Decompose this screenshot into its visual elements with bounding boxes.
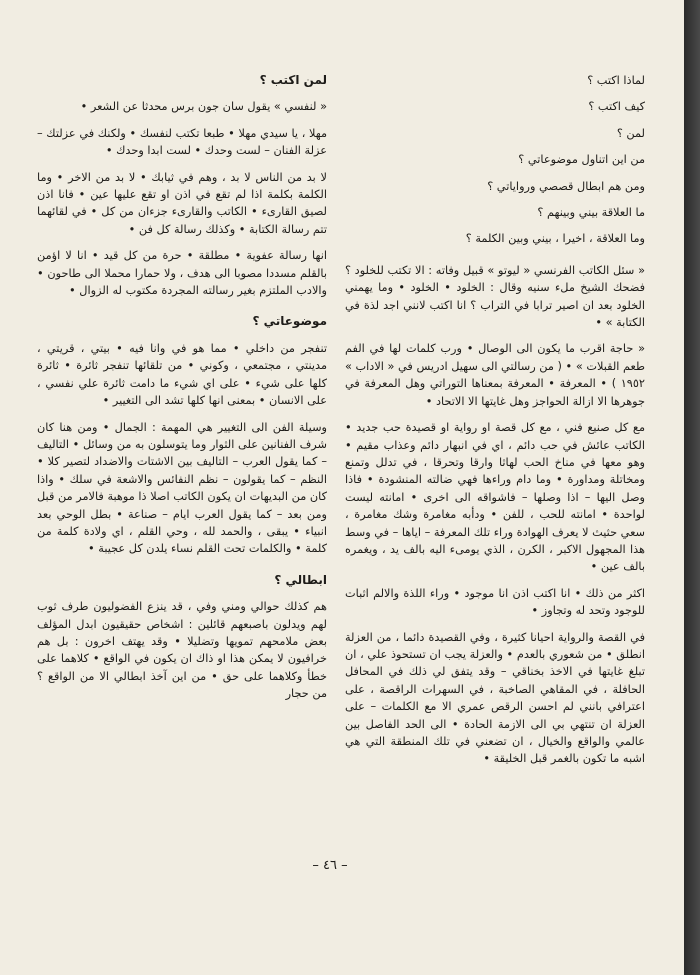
body-paragraph: لا بد من الناس لا بد ، وهم في ثيابك • لا بد من الاخر • وما الكلمة بكلمة اذا لم تقع في اذن او تقع عليها عين • فانا اذن لصيق القارىء • الكاتب والقارىء جزءان من كل • في لقائهما تتم رسالة الكتابة • وكذلك رسالة كل فن • (37, 170, 327, 236)
body-paragraph: هم كذلك حوالي ومني وفي ، قد ينزع الفضوليون طرف ثوب لهم ويدلون باصبعهم قائلين : اشخاص حقيقيون ابدل المؤلف بعض ملامحهم تمويها وتضليلا • وقد يهتف اخرون : بل هم خرافيون لا يمكن هذا او ذاك ان يكون في الواقع • كلاهما على خطأ وكلاهما على حق • من اين آخذ ابطالي الا من الواقع ؟ من حجار (37, 600, 327, 701)
question-line: لماذا اكتب ؟ (587, 74, 645, 87)
right-column (345, 72, 645, 777)
body-paragraph: وسيلة الفن الى التغيير هي المهمة : الجمال • ومن هنا كان شرف الفنانين على الثوار وما يتوسلون به من وسائل • التاليف – كما يقول العرب – التاليف بين الاشتات والاضداد لتصير كلا • النظم – كما يقولون – نظم النفائس والاشعة في سلك • واذا كان من البديهات ان يكون الكاتب اصلا ذا موهبة فالامر من قبل ومن بعد – كما يقول العرب ايام – صناعة • بطل الوحي بعد انبياء • يبقى ، والحمد لله ، وحي القلم ، اي ولادة كلمة من كلمة • والكلمات تحت القلم نساء يلدن كل عجيبة • (37, 420, 327, 556)
book-spine-shadow (684, 0, 700, 975)
question-line: كيف اكتب ؟ (588, 100, 645, 114)
question-line: وما العلاقة ، اخيرا ، بيني وبين الكلمة ؟ (465, 232, 645, 246)
question-line: ومن هم ابطال قصصي ورواياتي ؟ (487, 179, 645, 193)
page-number: – ٤٦ – (312, 858, 348, 873)
question-line: من اين اتناول موضوعاتي ؟ (518, 153, 645, 167)
body-paragraph: « سئل الكاتب الفرنسي « ليوتو » قبيل وفاته : الا تكتب للخلود ؟ فضحك الشيخ ملء سنيه وقال : الخلود • الخلود • وما يهمني الخلود بعد ان اصير ترابا في التراب ؟ انا اكتب لانني اجد لذة في الكتابة » • (345, 263, 645, 330)
question-line: ما العلاقة بيني وبينهم ؟ (537, 206, 645, 220)
body-paragraph: « لنفسي » يقول سان جون برس محدثا عن الشعر • (80, 100, 327, 114)
body-paragraph: في القصة والرواية احيانا كثيرة ، وفي القصيدة دائما ، من العزلة انطلق • من شعوري بالعدم • والعزلة يجب ان تستحوذ علي ، ان تبلغ غايتها في الاخذ بخناقي – وقد يتفق لي ذلك في المحافل الحافلة ، في المقاهي الصاخبة ، في السهرات الراقصة ، على اعترافي بانني لم احسن الرقص عمري الا مع الكلمات – على العزلة ان تنتهي بي الى الازمة الحادة • الى الحد الفاصل بين عالمي والواقع والخيال ، ان تضعني في تلك المنطقة التي هي اشبه ما تكون بالغمر قبل الخليقة • (345, 630, 645, 766)
question-line: لمن ؟ (616, 126, 645, 140)
body-paragraph: « حاجة اقرب ما يكون الى الوصال • ورب كلمات لها في الفم طعم القبلات » • ( من رسالتي الى سهيل ادريس في « الاداب » ١٩٥٢ ) • المعرفة • المعرفة بمعناها التوراتي وهل المعرفة في جوهرها الا ازالة الحواجز وهل غايتها الا الاتحاد • (345, 342, 645, 408)
body-paragraph: مع كل صنيع فني ، مع كل قصة او رواية او قصيدة حب جديد • الكاتب عائش في حب دائم ، اي في انبهار دائم وعذاب مقيم • وهو معها في مناخ الحب لهاثا وارقا وتحرقا ، في تدلل وتمنع ومخاتلة ومداورة • وما دام وراءها فهي ضالته المنشودة • فاذا وصل اليها – اذا وصلها – فاشواقه الى اخرى • امانته ليست لواحدة • امانته للحب ، للفن • ودأبه مغامرة وشك مغامرة ، سعي حثيث لا يعرف الهوادة وراء تلك المعرفة – اياها – في وسط هذا المجهول الاكبر ، الكرن ، الذي يومىء اليه بالف يد ، ويغمره بالف عين • (345, 421, 645, 574)
section-heading: ابطالي ؟ (274, 572, 327, 587)
section-heading: موضوعاتي ؟ (252, 314, 327, 329)
left-column (37, 72, 327, 712)
body-paragraph: تنفجر من داخلي • مما هو في وانا فيه • بيتي ، قريتي ، مدينتي ، مجتمعي ، وكوني • من تلقائها تنفجر ثائرة • ثائرة كلها على شيء • على اي شيء ما دامت ثائرة علي نفسي ، على الانسان • بمعنى انها كلها تشد الى التغيير • (37, 341, 327, 408)
body-paragraph: اكثر من ذلك • انا اكتب اذن انا موجود • وراء اللذة والالم اثبات للوجود وتحد له وتجاوز • (345, 586, 645, 618)
body-paragraph: مهلا ، يا سيدي مهلا • طبعا تكتب لنفسك • ولكنك في عزلتك – عزلة الفنان – لست وحدك • لست ابدا وحدك • (37, 126, 327, 158)
body-paragraph: انها رسالة عفوية • مطلقة • حرة من كل قيد • انا لا اؤمن بالقلم مسددا مصوبا الى هدف ، ولا حمارا محملا الى طاحون • والادب الملتزم بغير رسالته المجردة مكتوب له الزوال • (37, 249, 327, 298)
section-heading: لمن اكتب ؟ (259, 73, 327, 87)
